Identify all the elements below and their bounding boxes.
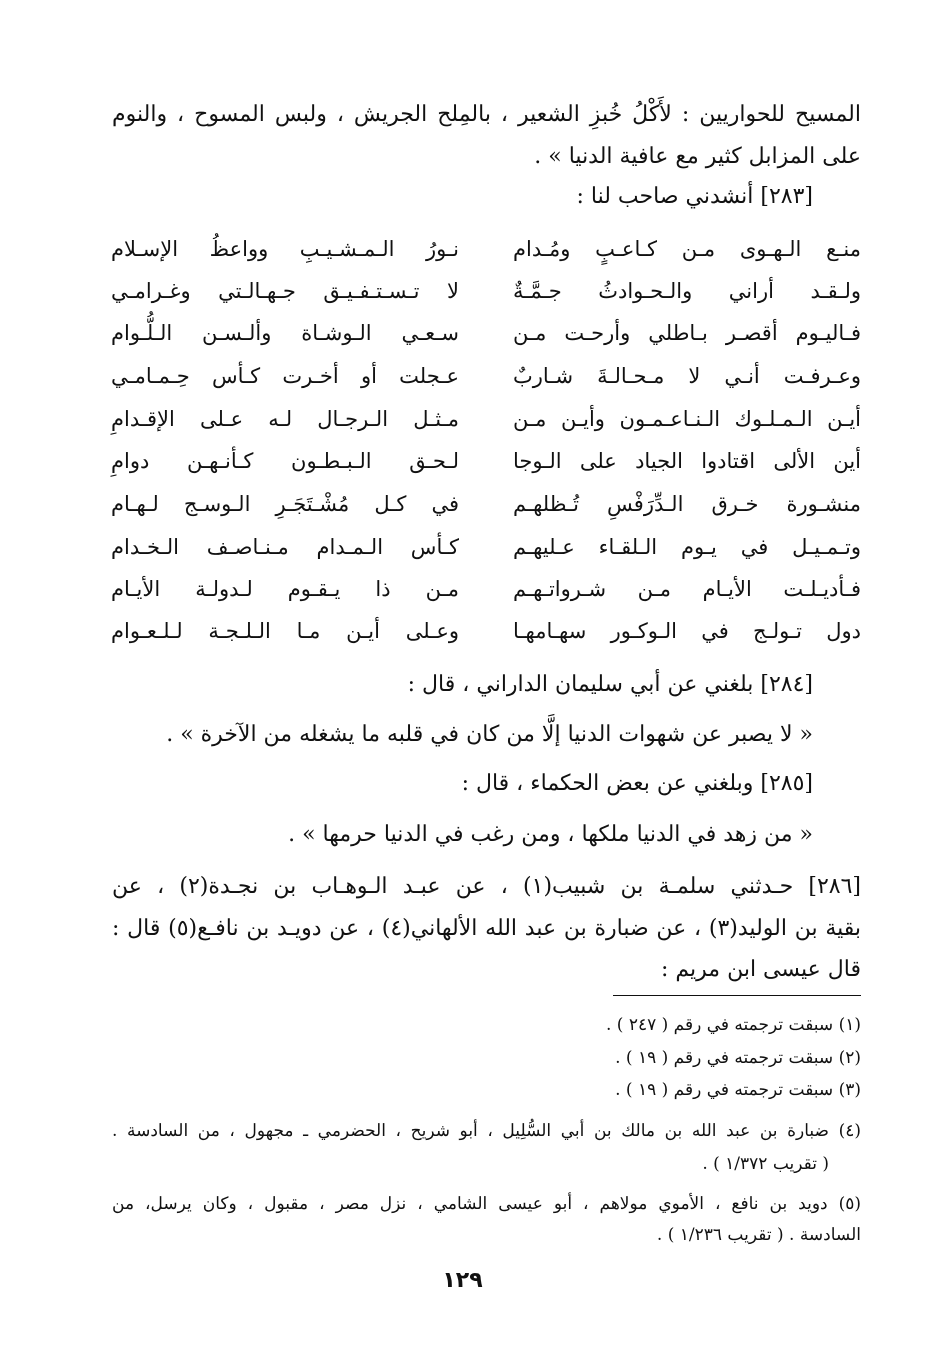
section-284-heading: [٢٨٤] بلغني عن أبي سليمان الداراني ، قال :: [407, 672, 813, 697]
verse-5-second: مـثـل الـرجـال لـه عـلى الإقـدامِ: [111, 407, 459, 431]
verse-8-second: كـأس الـمـدام مـنـاصـف الـخـدام: [111, 535, 459, 559]
footnote-3: (٣) سبقت ترجمته في رقم ( ١٩ ) .: [615, 1080, 861, 1100]
page-number: ١٢٩: [442, 1268, 483, 1293]
footnote-1: (١) سبقت ترجمته في رقم ( ٢٤٧ ) .: [605, 1015, 861, 1035]
footnote-5-line-2: السادسة . ( تقريب ١/٢٣٦ ) .: [656, 1225, 861, 1245]
intro-line-2: على المزابل كثير مع عافية الدنيا » .: [534, 144, 861, 169]
section-286-line-2: بقية بن الوليد(٣) ، عن ضبارة بن عبد الله الألهاني(٤) ، عن دويـد بن نافـع(٥) قال :: [112, 916, 862, 941]
verse-8-first: وتـمـيـل في يـوم الـلقـاء عـليهـم: [513, 535, 861, 559]
verse-2-second: لا تـسـتـفـيـق جـهـالـتي وغـرامـي: [111, 279, 459, 303]
verse-4-first: وعـرفـت أنـي لا مـحـالـةَ شـاربٌ: [513, 364, 861, 388]
verse-3-first: فـاليـوم أقصـر بـاطلي وأرحـت مـن: [513, 321, 861, 345]
verse-5-first: أيـن الـمـلـوك الـنـاعـمـون وأيـن مـن: [513, 407, 861, 431]
verse-7-second: في كـل مُشْـتَجَـرِ الـوسـج لـهـام: [111, 492, 459, 516]
verse-4-second: عـجلت أو أخـرت كـأس حِـمـامـي: [111, 364, 459, 388]
footnote-4-line-1: (٤) ضبارة بن عبد الله بن مالك بن أبي السُّلِيل ، أبو شريح ، الحضرمي ـ مجهول ، من السادسة .: [112, 1121, 861, 1141]
verse-9-second: مـن ذا يـقـوم لـدولـة الأيـام: [111, 577, 459, 601]
verse-2-first: ولـقـد أراني والـحـوادثُ جـمَّـةٌ: [513, 279, 861, 303]
footnote-2: (٢) سبقت ترجمته في رقم ( ١٩ ) .: [615, 1048, 861, 1068]
verse-3-second: سـعـي الـوشـاة وألـسـن الـلُّـوام: [111, 321, 459, 345]
footnote-5-line-1: (٥) دويد بن نافع ، الأموي مولاهم ، أبو عيسى الشامي ، نزل مصر ، مقبول ، وكان يرسل، من: [112, 1194, 861, 1214]
verse-10-second: وعـلى أيـن مـا الـلـجـة لـلـعـوام: [111, 619, 459, 643]
verse-1-first: منـع الـهـوى مـن كـاعـبٍ ومُـدام: [513, 237, 861, 261]
verse-7-first: منشـورة خـرق الـدِّرَفْسِ تُـظلهـم: [513, 492, 861, 516]
footnote-separator: [613, 995, 861, 996]
section-286-line-3: قال عيسى ابن مريم :: [661, 957, 861, 982]
section-285-quote: « من زهد في الدنيا ملكها ، ومن رغب في الدنيا حرمها » .: [288, 822, 813, 847]
section-284-quote: « لا يصبر عن شهوات الدنيا إلَّا من كان في قلبه ما يشغله من الآخرة » .: [166, 722, 813, 747]
verse-9-first: فـأديـلـت الأيـام مـن شـرواتـهـم: [513, 577, 861, 601]
section-285-heading: [٢٨٥] وبلغني عن بعض الحكماء ، قال :: [461, 771, 813, 796]
verse-6-first: أين الألى اقتادوا الجياد على الـوجا: [513, 449, 861, 473]
verse-1-second: نـورُ الـمـشـيـبِ وواعظُ الإسـلام: [111, 237, 459, 261]
section-283-heading: [٢٨٣] أنشدني صاحب لنا :: [576, 184, 813, 209]
footnote-4-line-2: ( تقريب ١/٣٧٢ ) .: [702, 1154, 829, 1174]
verse-10-first: دول تـولـج في الـوكـور سهـامهـا: [513, 619, 861, 643]
intro-line-1: المسيح للحواريين : لأَكْلُ خُبزِ الشعير ، بالمِلح الجريش ، ولبس المسوح ، والنوم: [112, 102, 861, 127]
verse-6-second: لـحـق الـبـطـون كـأنـهـن دوامِ: [111, 449, 459, 473]
section-286-line-1: [٢٨٦] حـدثني سلمـة بن شبيب(١) ، عن عبـد الـوهـاب بن نجـدة(٢) ، عن: [112, 874, 861, 899]
